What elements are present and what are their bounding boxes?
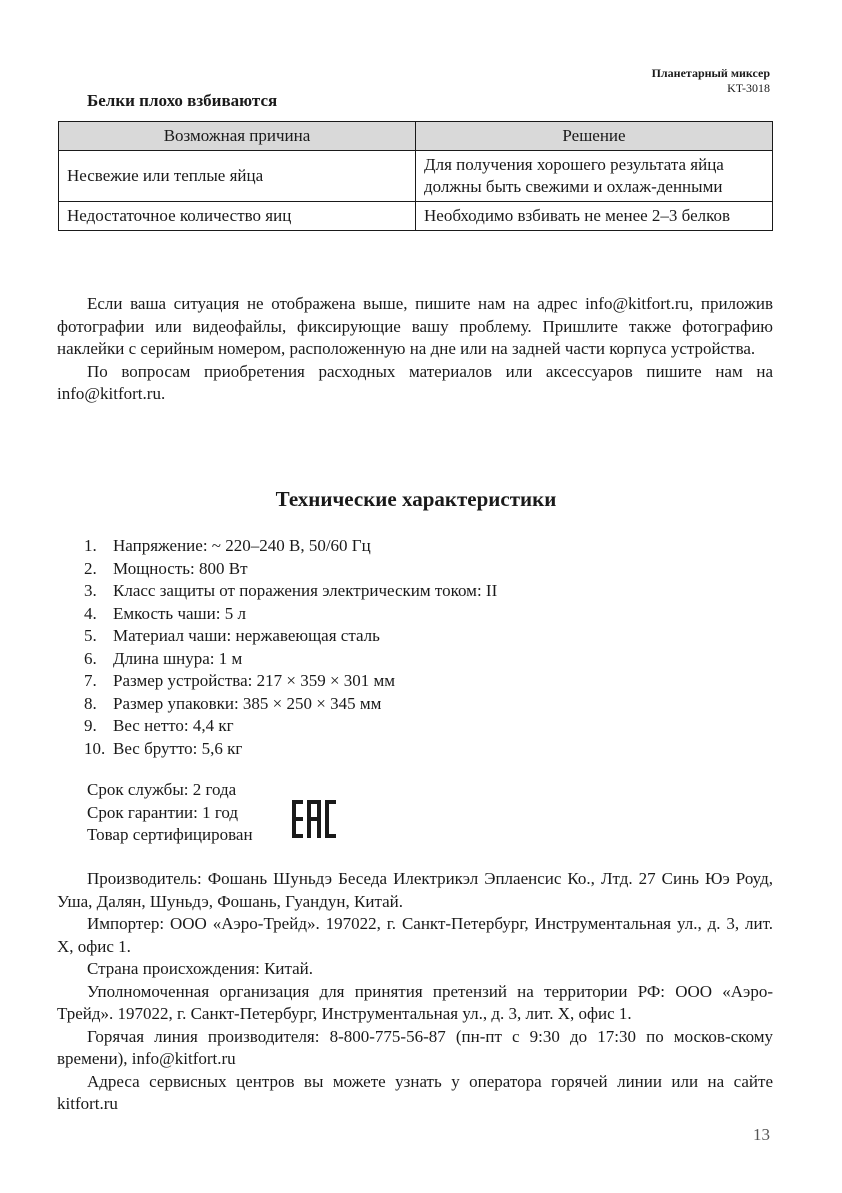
paragraph: Производитель: Фошань Шуньдэ Беседа Илектрикэл Эплаенсис Ко., Лтд. 27 Синь Юэ Роуд, Уша, Далян, Шуньдэ, Фошань, Гуандун, Китай.	[57, 869, 773, 911]
list-item: 3. Класс защиты от поражения электрическим током: II	[84, 581, 498, 600]
service-info	[87, 779, 253, 847]
tech-specs-title: Технические характеристики	[275, 487, 557, 511]
table-row	[59, 151, 773, 202]
paragraph: Страна происхождения: Китай.	[87, 959, 314, 978]
table-header-row	[59, 122, 773, 151]
list-item: 4. Емкость чаши: 5 л	[84, 603, 246, 623]
paragraph: Горячая линия производителя: 8-800-775-56-87 (пн-пт с 9:30 до 17:30 по москов-скому времени), info@kitfort.ru	[57, 1026, 773, 1068]
header-model: KT-3018	[727, 81, 770, 95]
list-item: 8. Размер упаковки: 385 × 250 × 345 мм	[84, 693, 382, 713]
list-item: 7. Размер устройства: 217 × 359 × 301 мм	[84, 671, 396, 690]
list-item: 2. Мощность: 800 Вт	[84, 558, 248, 578]
paragraph: Адреса сервисных центров вы можете узнать у оператора горячей линии или на сайте kitfort.ru	[57, 1071, 773, 1113]
page-number: 13	[753, 1125, 770, 1144]
certification-text: Товар сертифицирован	[87, 825, 253, 844]
list-item: 5. Материал чаши: нержавеющая сталь	[84, 626, 380, 645]
list-item: 6. Длина шнура: 1 м	[84, 648, 243, 668]
tech-specs-list	[84, 535, 497, 760]
paragraph: По вопросам приобретения расходных материалов или аксессуаров пишите нам на info@kitfort.ru.	[57, 361, 773, 403]
paragraph: Импортер: ООО «Аэро-Трейд». 197022, г. Санкт-Петербург, Инструментальная ул., д. 3, лит. Х, офис 1.	[57, 914, 773, 956]
list-item: 10. Вес брутто: 5,6 кг	[84, 738, 243, 758]
eac-certification-icon	[292, 800, 336, 838]
contact-info	[57, 293, 773, 406]
paragraph: Уполномоченная организация для принятия претензий на территории РФ: ООО «Аэро-Трейд». 197022, г. Санкт-Петербург, Инструментальная ул., д. 3, лит. Х, офис 1.	[57, 981, 773, 1023]
table-row	[59, 202, 773, 231]
solution-cell: Для получения хорошего результата яйца должны быть свежими и охлаж-денными	[416, 151, 773, 202]
cause-cell: Несвежие или теплые яйца	[59, 151, 416, 202]
troubleshooting-table	[58, 121, 773, 231]
header-product: Планетарный миксер	[651, 66, 770, 80]
list-item: 9. Вес нетто: 4,4 кг	[84, 716, 234, 735]
troubleshooting-title: Белки плохо взбиваются	[87, 91, 278, 110]
warranty-period: Срок гарантии: 1 год	[87, 802, 239, 822]
service-life: Срок службы: 2 года	[87, 780, 237, 799]
column-header-solution: Решение	[416, 122, 773, 151]
running-header	[652, 66, 770, 96]
manufacturer-info	[57, 868, 773, 1116]
cause-cell: Недостаточное количество яиц	[59, 202, 416, 231]
column-header-cause: Возможная причина	[59, 122, 416, 151]
list-item: 1. Напряжение: ~ 220–240 В, 50/60 Гц	[84, 536, 371, 555]
solution-cell: Необходимо взбивать не менее 2–3 белков	[416, 202, 773, 231]
paragraph: Если ваша ситуация не отображена выше, пишите нам на адрес info@kitfort.ru, приложив фотографии или видеофайлы, фиксирующие вашу проблему. Пришлите также фотографию наклейки с серийным номером, расположенную на дне или на задней части корпуса устройства.	[57, 294, 773, 358]
